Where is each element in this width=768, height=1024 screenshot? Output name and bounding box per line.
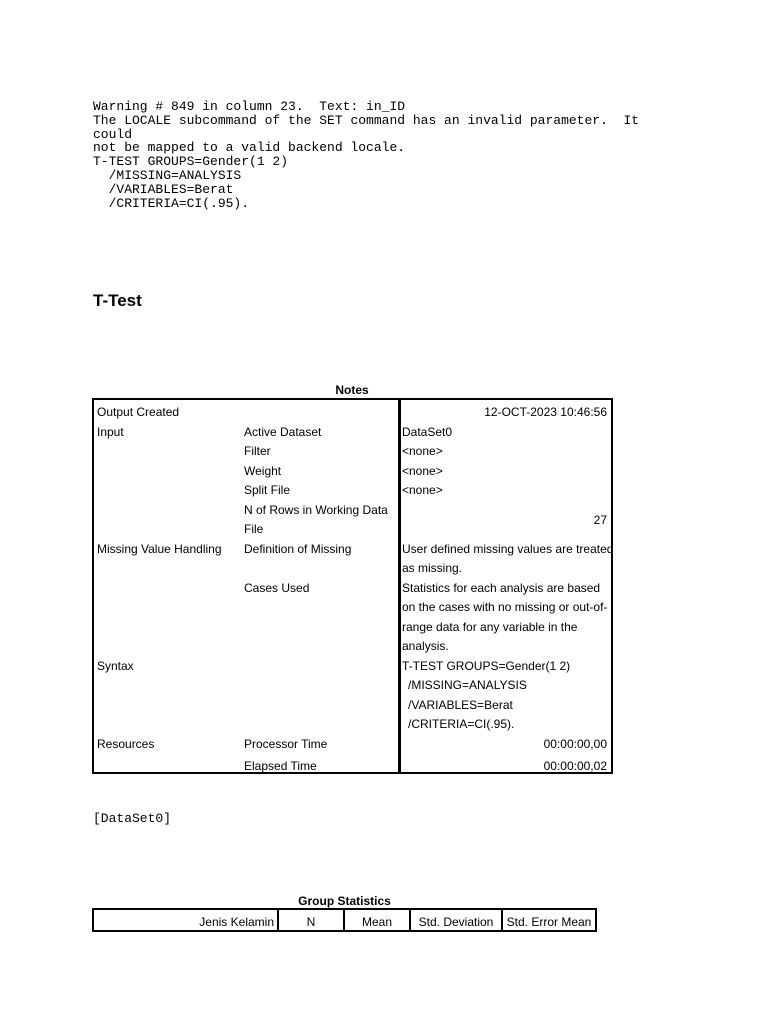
log-line: /VARIABLES=Berat xyxy=(93,181,234,197)
header-jenis-kelamin: Jenis Kelamin xyxy=(199,915,274,929)
active-dataset-value: DataSet0 xyxy=(402,425,453,439)
output-created-value: 12-OCT-2023 10:46:56 xyxy=(484,405,607,419)
cases-used-label: Cases Used xyxy=(244,581,310,595)
log-line: The LOCALE subcommand of the SET command has an invalid parameter. It xyxy=(93,112,640,128)
group-statistics-table xyxy=(92,908,597,932)
notes-column-divider xyxy=(398,400,401,772)
group-statistics-caption: Group Statistics xyxy=(298,894,391,908)
notes-table xyxy=(92,398,613,774)
section-title: T-Test xyxy=(93,291,142,310)
syntax-value-continued: /VARIABLES=Berat xyxy=(408,698,513,712)
cases-used-value-continued: analysis. xyxy=(402,639,449,653)
log-line: /CRITERIA=CI(.95). xyxy=(93,195,250,211)
syntax-value-continued: /CRITERIA=CI(.95). xyxy=(408,717,515,731)
definition-of-missing-label: Definition of Missing xyxy=(244,542,352,556)
filter-label: Filter xyxy=(244,444,271,458)
log-line: /MISSING=ANALYSIS xyxy=(93,167,242,183)
n-rows-label: N of Rows in Working Data xyxy=(244,503,388,517)
weight-label: Weight xyxy=(244,464,282,478)
missing-value-handling-label: Missing Value Handling xyxy=(97,542,222,556)
active-dataset-label: Active Dataset xyxy=(244,425,322,439)
log-line: not be mapped to a valid backend locale. xyxy=(93,140,406,156)
cases-used-value: Statistics for each analysis are based xyxy=(402,581,601,595)
log-line: Warning # 849 in column 23. Text: in_ID xyxy=(93,99,406,114)
n-rows-value: 27 xyxy=(593,513,607,527)
cases-used-value-continued: on the cases with no missing or out-of- xyxy=(402,600,608,614)
syntax-log xyxy=(93,100,653,210)
weight-value: <none> xyxy=(402,464,443,478)
input-label: Input xyxy=(97,425,124,439)
header-n: N xyxy=(306,915,316,929)
processor-time-label: Processor Time xyxy=(244,737,328,751)
split-file-label: Split File xyxy=(244,483,291,497)
definition-of-missing-value: User defined missing values are treated xyxy=(402,542,614,556)
filter-value: <none> xyxy=(402,444,443,458)
output-created-label: Output Created xyxy=(97,405,180,419)
syntax-label: Syntax xyxy=(97,659,134,673)
log-line: T-TEST GROUPS=Gender(1 2) xyxy=(93,154,289,170)
header-std-error-mean: Std. Error Mean xyxy=(506,915,592,929)
header-mean: Mean xyxy=(361,915,393,929)
notes-caption: Notes xyxy=(335,383,369,397)
syntax-value: T-TEST GROUPS=Gender(1 2) xyxy=(402,659,571,673)
processor-time-value: 00:00:00,00 xyxy=(543,737,607,751)
elapsed-time-value: 00:00:00,02 xyxy=(543,759,607,773)
dataset-tag: [DataSet0] xyxy=(93,811,172,826)
log-line: could xyxy=(93,126,133,142)
split-file-value: <none> xyxy=(402,483,443,497)
syntax-value-continued: /MISSING=ANALYSIS xyxy=(408,678,527,692)
n-rows-label-continued: File xyxy=(244,522,264,536)
cases-used-value-continued: range data for any variable in the xyxy=(402,620,578,634)
elapsed-time-label: Elapsed Time xyxy=(244,759,317,773)
resources-label: Resources xyxy=(97,737,155,751)
definition-of-missing-value-continued: as missing. xyxy=(402,561,463,575)
header-std-deviation: Std. Deviation xyxy=(418,915,494,929)
